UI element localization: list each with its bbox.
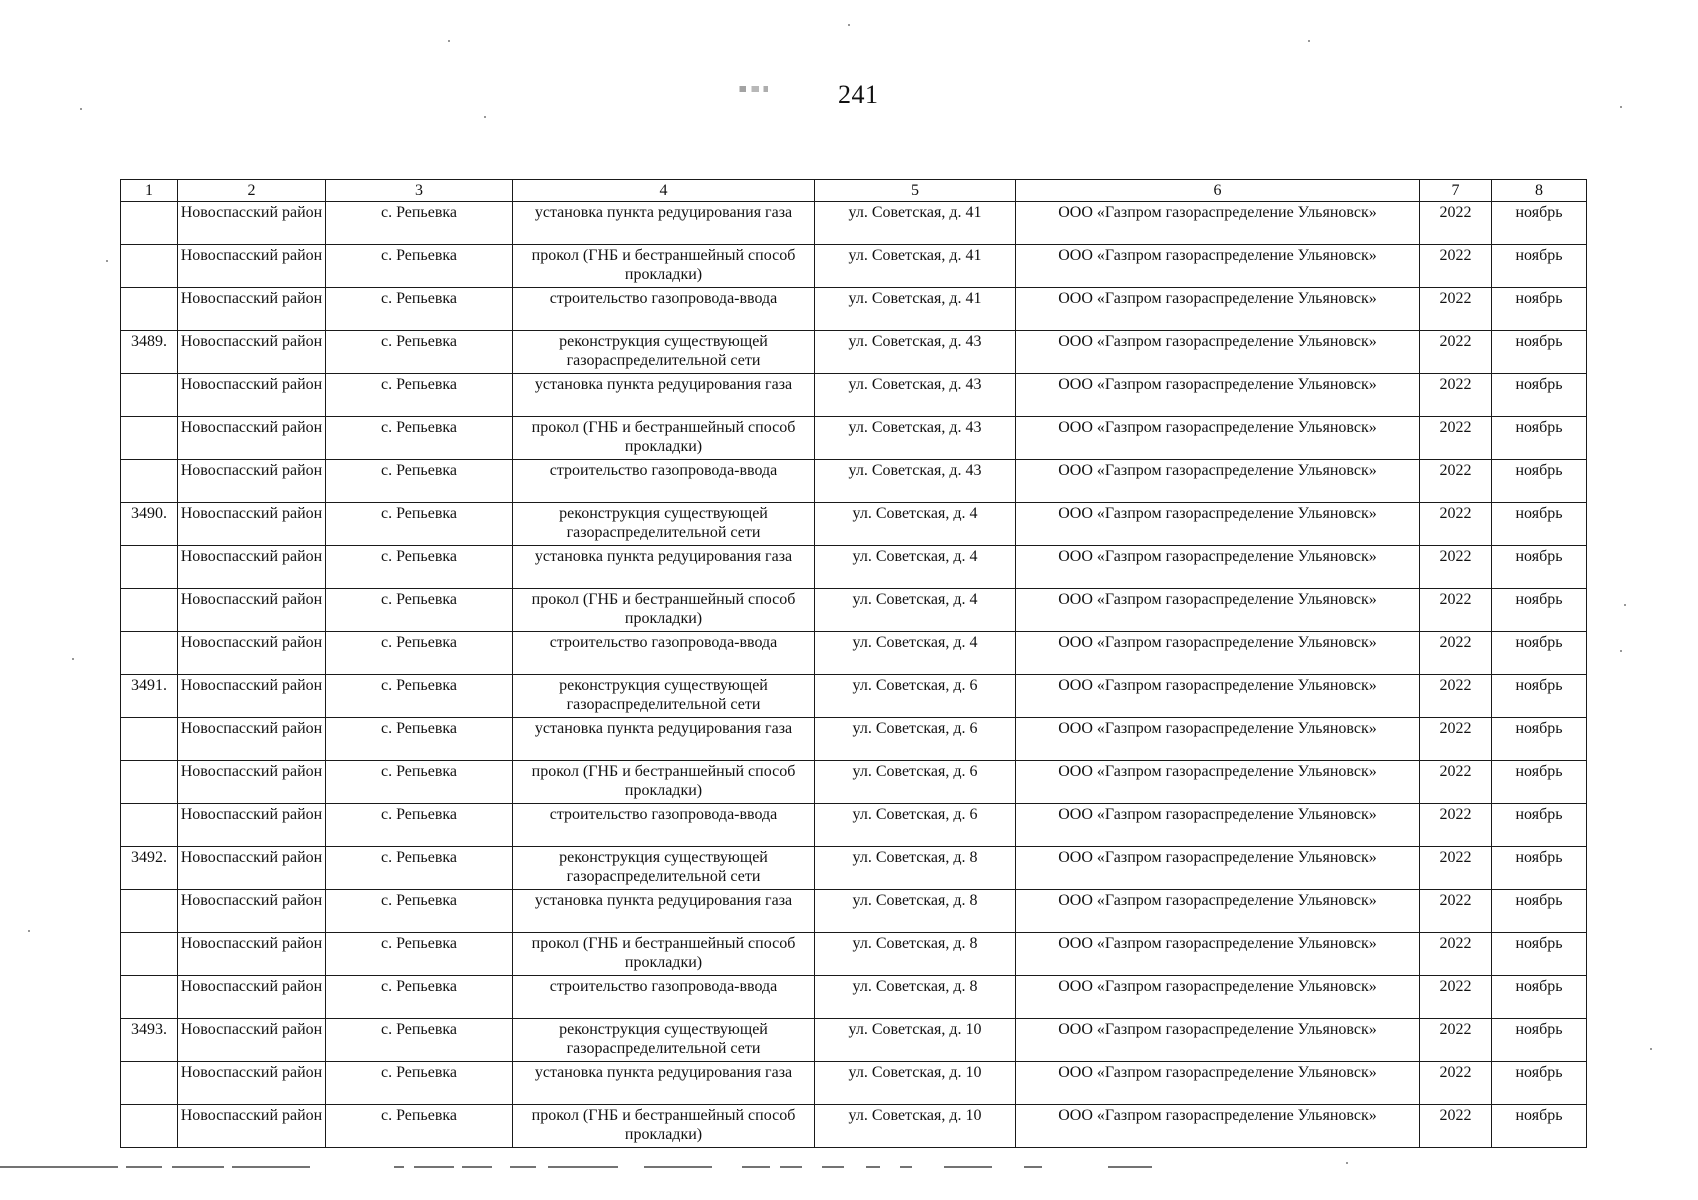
address-cell: ул. Советская, д. 10: [815, 1019, 1016, 1062]
scan-speck: [72, 658, 74, 660]
work-type-cell: прокол (ГНБ и бестраншейный способ прокладки): [513, 417, 815, 460]
address-cell: ул. Советская, д. 8: [815, 890, 1016, 933]
month-cell: ноябрь: [1492, 331, 1587, 374]
organization-cell: ООО «Газпром газораспределение Ульяновск»: [1016, 761, 1420, 804]
district-cell: Новоспасский район: [178, 1019, 326, 1062]
year-cell: 2022: [1420, 202, 1492, 245]
record-number: [121, 1062, 178, 1105]
work-type-cell: строительство газопровода-ввода: [513, 460, 815, 503]
table-row: [121, 245, 1587, 288]
district-cell: Новоспасский район: [178, 1105, 326, 1148]
address-cell: ул. Советская, д. 41: [815, 288, 1016, 331]
bottom-rule: [742, 1166, 770, 1168]
table-row: [121, 890, 1587, 933]
district-cell: Новоспасский район: [178, 503, 326, 546]
district-cell: Новоспасский район: [178, 1062, 326, 1105]
address-cell: ул. Советская, д. 41: [815, 202, 1016, 245]
district-cell: Новоспасский район: [178, 804, 326, 847]
table-row: [121, 417, 1587, 460]
bottom-rule: [462, 1166, 492, 1168]
work-type-cell: реконструкция существующей газораспределительной сети: [513, 503, 815, 546]
scan-speck: [448, 40, 450, 42]
scan-speck: [1346, 1162, 1348, 1164]
address-cell: ул. Советская, д. 8: [815, 847, 1016, 890]
scan-artifact: [736, 86, 782, 92]
year-cell: 2022: [1420, 632, 1492, 675]
table-row: [121, 632, 1587, 675]
month-cell: ноябрь: [1492, 847, 1587, 890]
month-cell: ноябрь: [1492, 632, 1587, 675]
record-number: [121, 761, 178, 804]
month-cell: ноябрь: [1492, 417, 1587, 460]
organization-cell: ООО «Газпром газораспределение Ульяновск»: [1016, 675, 1420, 718]
record-number: [121, 976, 178, 1019]
record-number: 3491.: [121, 675, 178, 718]
header-row: [121, 180, 1587, 202]
year-cell: 2022: [1420, 546, 1492, 589]
work-type-cell: установка пункта редуцирования газа: [513, 374, 815, 417]
district-cell: Новоспасский район: [178, 675, 326, 718]
settlement-cell: с. Репьевка: [326, 1062, 513, 1105]
district-cell: Новоспасский район: [178, 331, 326, 374]
settlement-cell: с. Репьевка: [326, 804, 513, 847]
address-cell: ул. Советская, д. 8: [815, 933, 1016, 976]
table-row: [121, 202, 1587, 245]
district-cell: Новоспасский район: [178, 589, 326, 632]
district-cell: Новоспасский район: [178, 847, 326, 890]
year-cell: 2022: [1420, 933, 1492, 976]
year-cell: 2022: [1420, 847, 1492, 890]
district-cell: Новоспасский район: [178, 417, 326, 460]
bottom-rule: [1024, 1166, 1042, 1168]
year-cell: 2022: [1420, 718, 1492, 761]
table-row: [121, 976, 1587, 1019]
settlement-cell: с. Репьевка: [326, 460, 513, 503]
address-cell: ул. Советская, д. 6: [815, 804, 1016, 847]
register-table: [120, 179, 1587, 1148]
settlement-cell: с. Репьевка: [326, 1105, 513, 1148]
table-row: [121, 933, 1587, 976]
record-number: [121, 632, 178, 675]
year-cell: 2022: [1420, 589, 1492, 632]
month-cell: ноябрь: [1492, 718, 1587, 761]
work-type-cell: строительство газопровода-ввода: [513, 632, 815, 675]
settlement-cell: с. Репьевка: [326, 546, 513, 589]
scan-speck: [848, 24, 850, 26]
record-number: [121, 202, 178, 245]
column-header: 2: [178, 180, 326, 202]
district-cell: Новоспасский район: [178, 288, 326, 331]
organization-cell: ООО «Газпром газораспределение Ульяновск»: [1016, 589, 1420, 632]
month-cell: ноябрь: [1492, 288, 1587, 331]
bottom-rule: [866, 1166, 880, 1168]
month-cell: ноябрь: [1492, 503, 1587, 546]
record-number: [121, 460, 178, 503]
district-cell: Новоспасский район: [178, 976, 326, 1019]
record-number: 3493.: [121, 1019, 178, 1062]
month-cell: ноябрь: [1492, 761, 1587, 804]
month-cell: ноябрь: [1492, 589, 1587, 632]
settlement-cell: с. Репьевка: [326, 976, 513, 1019]
settlement-cell: с. Репьевка: [326, 675, 513, 718]
month-cell: ноябрь: [1492, 1105, 1587, 1148]
address-cell: ул. Советская, д. 43: [815, 331, 1016, 374]
table-row: [121, 288, 1587, 331]
bottom-rule: [900, 1166, 912, 1168]
work-type-cell: прокол (ГНБ и бестраншейный способ прокладки): [513, 245, 815, 288]
scan-speck: [1624, 604, 1626, 606]
year-cell: 2022: [1420, 1105, 1492, 1148]
bottom-rule: [510, 1166, 536, 1168]
organization-cell: ООО «Газпром газораспределение Ульяновск»: [1016, 1062, 1420, 1105]
address-cell: ул. Советская, д. 10: [815, 1105, 1016, 1148]
work-type-cell: реконструкция существующей газораспределительной сети: [513, 1019, 815, 1062]
month-cell: ноябрь: [1492, 374, 1587, 417]
year-cell: 2022: [1420, 1019, 1492, 1062]
address-cell: ул. Советская, д. 43: [815, 460, 1016, 503]
year-cell: 2022: [1420, 1062, 1492, 1105]
district-cell: Новоспасский район: [178, 202, 326, 245]
record-number: 3492.: [121, 847, 178, 890]
record-number: [121, 374, 178, 417]
table-row: [121, 1105, 1587, 1148]
address-cell: ул. Советская, д. 6: [815, 718, 1016, 761]
organization-cell: ООО «Газпром газораспределение Ульяновск»: [1016, 288, 1420, 331]
address-cell: ул. Советская, д. 8: [815, 976, 1016, 1019]
work-type-cell: установка пункта редуцирования газа: [513, 718, 815, 761]
work-type-cell: реконструкция существующей газораспределительной сети: [513, 675, 815, 718]
month-cell: ноябрь: [1492, 933, 1587, 976]
record-number: [121, 288, 178, 331]
organization-cell: ООО «Газпром газораспределение Ульяновск»: [1016, 1105, 1420, 1148]
district-cell: Новоспасский район: [178, 460, 326, 503]
month-cell: ноябрь: [1492, 1062, 1587, 1105]
year-cell: 2022: [1420, 417, 1492, 460]
record-number: [121, 1105, 178, 1148]
table-row: [121, 847, 1587, 890]
organization-cell: ООО «Газпром газораспределение Ульяновск»: [1016, 331, 1420, 374]
district-cell: Новоспасский район: [178, 245, 326, 288]
address-cell: ул. Советская, д. 4: [815, 589, 1016, 632]
organization-cell: ООО «Газпром газораспределение Ульяновск»: [1016, 933, 1420, 976]
year-cell: 2022: [1420, 503, 1492, 546]
table-row: [121, 804, 1587, 847]
year-cell: 2022: [1420, 675, 1492, 718]
district-cell: Новоспасский район: [178, 546, 326, 589]
table-body: [121, 202, 1587, 1148]
settlement-cell: с. Репьевка: [326, 202, 513, 245]
address-cell: ул. Советская, д. 4: [815, 503, 1016, 546]
column-header: 5: [815, 180, 1016, 202]
work-type-cell: установка пункта редуцирования газа: [513, 1062, 815, 1105]
district-cell: Новоспасский район: [178, 374, 326, 417]
settlement-cell: с. Репьевка: [326, 417, 513, 460]
year-cell: 2022: [1420, 890, 1492, 933]
work-type-cell: строительство газопровода-ввода: [513, 976, 815, 1019]
scan-speck: [1308, 40, 1310, 42]
bottom-rule: [0, 1166, 118, 1168]
month-cell: ноябрь: [1492, 460, 1587, 503]
work-type-cell: реконструкция существующей газораспределительной сети: [513, 847, 815, 890]
work-type-cell: реконструкция существующей газораспределительной сети: [513, 331, 815, 374]
district-cell: Новоспасский район: [178, 718, 326, 761]
address-cell: ул. Советская, д. 6: [815, 761, 1016, 804]
organization-cell: ООО «Газпром газораспределение Ульяновск»: [1016, 847, 1420, 890]
scan-speck: [106, 260, 108, 262]
record-number: [121, 546, 178, 589]
bottom-rule: [1108, 1166, 1152, 1168]
column-header: 8: [1492, 180, 1587, 202]
address-cell: ул. Советская, д. 4: [815, 632, 1016, 675]
month-cell: ноябрь: [1492, 804, 1587, 847]
settlement-cell: с. Репьевка: [326, 503, 513, 546]
table-row: [121, 374, 1587, 417]
bottom-rule: [394, 1166, 404, 1168]
address-cell: ул. Советская, д. 43: [815, 417, 1016, 460]
organization-cell: ООО «Газпром газораспределение Ульяновск»: [1016, 460, 1420, 503]
settlement-cell: с. Репьевка: [326, 331, 513, 374]
organization-cell: ООО «Газпром газораспределение Ульяновск»: [1016, 718, 1420, 761]
month-cell: ноябрь: [1492, 890, 1587, 933]
settlement-cell: с. Репьевка: [326, 288, 513, 331]
year-cell: 2022: [1420, 761, 1492, 804]
district-cell: Новоспасский район: [178, 933, 326, 976]
record-number: 3490.: [121, 503, 178, 546]
table-row: [121, 331, 1587, 374]
work-type-cell: прокол (ГНБ и бестраншейный способ прокладки): [513, 589, 815, 632]
organization-cell: ООО «Газпром газораспределение Ульяновск»: [1016, 417, 1420, 460]
column-header: 4: [513, 180, 815, 202]
organization-cell: ООО «Газпром газораспределение Ульяновск»: [1016, 632, 1420, 675]
table-row: [121, 1062, 1587, 1105]
address-cell: ул. Советская, д. 43: [815, 374, 1016, 417]
record-number: [121, 804, 178, 847]
scan-speck: [80, 108, 82, 110]
month-cell: ноябрь: [1492, 976, 1587, 1019]
scan-speck: [1650, 1048, 1652, 1050]
organization-cell: ООО «Газпром газораспределение Ульяновск»: [1016, 546, 1420, 589]
work-type-cell: строительство газопровода-ввода: [513, 804, 815, 847]
record-number: [121, 933, 178, 976]
organization-cell: ООО «Газпром газораспределение Ульяновск»: [1016, 890, 1420, 933]
year-cell: 2022: [1420, 976, 1492, 1019]
settlement-cell: с. Репьевка: [326, 761, 513, 804]
table-row: [121, 589, 1587, 632]
table-row: [121, 546, 1587, 589]
organization-cell: ООО «Газпром газораспределение Ульяновск»: [1016, 1019, 1420, 1062]
address-cell: ул. Советская, д. 10: [815, 1062, 1016, 1105]
month-cell: ноябрь: [1492, 1019, 1587, 1062]
settlement-cell: с. Репьевка: [326, 847, 513, 890]
work-type-cell: строительство газопровода-ввода: [513, 288, 815, 331]
month-cell: ноябрь: [1492, 675, 1587, 718]
record-number: 3489.: [121, 331, 178, 374]
bottom-rule: [780, 1166, 802, 1168]
column-header: 7: [1420, 180, 1492, 202]
year-cell: 2022: [1420, 804, 1492, 847]
organization-cell: ООО «Газпром газораспределение Ульяновск»: [1016, 374, 1420, 417]
organization-cell: ООО «Газпром газораспределение Ульяновск»: [1016, 245, 1420, 288]
column-header: 6: [1016, 180, 1420, 202]
work-type-cell: прокол (ГНБ и бестраншейный способ прокладки): [513, 933, 815, 976]
table-row: [121, 503, 1587, 546]
scan-speck: [1620, 106, 1622, 108]
settlement-cell: с. Репьевка: [326, 589, 513, 632]
settlement-cell: с. Репьевка: [326, 374, 513, 417]
address-cell: ул. Советская, д. 4: [815, 546, 1016, 589]
bottom-rule: [172, 1166, 224, 1168]
district-cell: Новоспасский район: [178, 761, 326, 804]
scan-speck: [484, 116, 486, 118]
organization-cell: ООО «Газпром газораспределение Ульяновск»: [1016, 503, 1420, 546]
table-row: [121, 718, 1587, 761]
organization-cell: ООО «Газпром газораспределение Ульяновск»: [1016, 202, 1420, 245]
bottom-rule: [548, 1166, 618, 1168]
year-cell: 2022: [1420, 460, 1492, 503]
year-cell: 2022: [1420, 331, 1492, 374]
organization-cell: ООО «Газпром газораспределение Ульяновск»: [1016, 976, 1420, 1019]
work-type-cell: прокол (ГНБ и бестраншейный способ прокладки): [513, 1105, 815, 1148]
bottom-rule: [126, 1166, 162, 1168]
organization-cell: ООО «Газпром газораспределение Ульяновск»: [1016, 804, 1420, 847]
work-type-cell: установка пункта редуцирования газа: [513, 202, 815, 245]
table-row: [121, 761, 1587, 804]
address-cell: ул. Советская, д. 6: [815, 675, 1016, 718]
work-type-cell: установка пункта редуцирования газа: [513, 890, 815, 933]
bottom-rule: [232, 1166, 310, 1168]
settlement-cell: с. Репьевка: [326, 632, 513, 675]
year-cell: 2022: [1420, 374, 1492, 417]
month-cell: ноябрь: [1492, 245, 1587, 288]
month-cell: ноябрь: [1492, 546, 1587, 589]
column-header: 3: [326, 180, 513, 202]
settlement-cell: с. Репьевка: [326, 245, 513, 288]
bottom-rule: [944, 1166, 992, 1168]
district-cell: Новоспасский район: [178, 890, 326, 933]
scan-speck: [28, 930, 30, 932]
bottom-rule: [644, 1166, 712, 1168]
settlement-cell: с. Репьевка: [326, 890, 513, 933]
bottom-rule: [414, 1166, 454, 1168]
scan-speck: [1620, 650, 1622, 652]
table-row: [121, 1019, 1587, 1062]
settlement-cell: с. Репьевка: [326, 718, 513, 761]
work-type-cell: установка пункта редуцирования газа: [513, 546, 815, 589]
month-cell: ноябрь: [1492, 202, 1587, 245]
record-number: [121, 417, 178, 460]
work-type-cell: прокол (ГНБ и бестраншейный способ прокладки): [513, 761, 815, 804]
record-number: [121, 890, 178, 933]
year-cell: 2022: [1420, 288, 1492, 331]
table-row: [121, 675, 1587, 718]
district-cell: Новоспасский район: [178, 632, 326, 675]
page-number: 241: [838, 80, 879, 109]
settlement-cell: с. Репьевка: [326, 1019, 513, 1062]
record-number: [121, 245, 178, 288]
table-row: [121, 460, 1587, 503]
record-number: [121, 589, 178, 632]
address-cell: ул. Советская, д. 41: [815, 245, 1016, 288]
column-header: 1: [121, 180, 178, 202]
settlement-cell: с. Репьевка: [326, 933, 513, 976]
record-number: [121, 718, 178, 761]
year-cell: 2022: [1420, 245, 1492, 288]
bottom-rule: [822, 1166, 844, 1168]
